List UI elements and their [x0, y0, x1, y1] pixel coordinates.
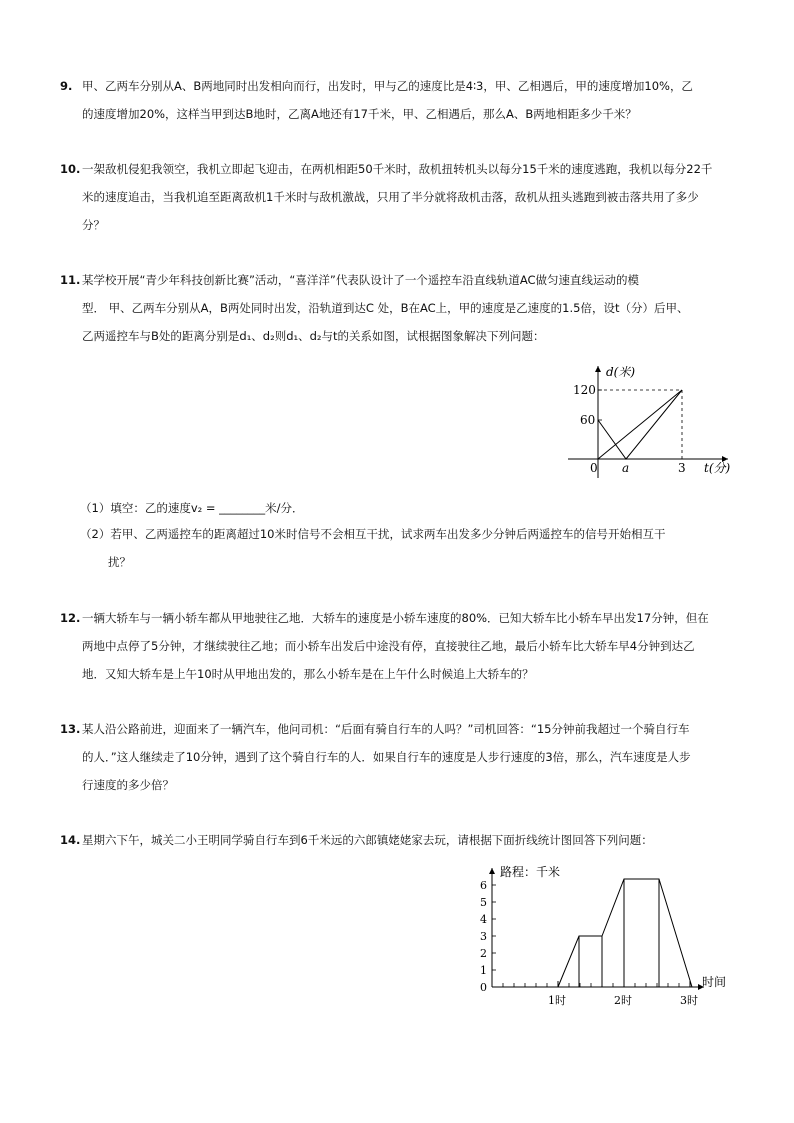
- problem-11-sub-1: [80, 494, 740, 522]
- problem-text: 地．又知大轿车是上午10时从甲地出发的，那么小轿车是在上午什么时候追上大轿车的？: [82, 667, 534, 681]
- problem-number: 11.: [60, 273, 81, 287]
- problem-text: 型． 甲、乙两车分别从A，B两处同时出发，沿轨道到达C 处，B在AC上，甲的速度是乙速度的1.5倍，设t（分）后甲、: [82, 301, 689, 315]
- y-tick-3: 3: [480, 930, 487, 943]
- y-tick-1: 1: [480, 964, 487, 977]
- x-tick-label-3h: 3时: [680, 994, 698, 1007]
- distance-time-graph: [560, 360, 740, 480]
- problem-number: 12.: [60, 611, 81, 625]
- problem-9: [60, 72, 740, 128]
- problem-text: 某学校开展“青少年科技创新比赛”活动，“喜洋洋”代表队设计了一个遥控车沿直线轨道AC做匀速直线运动的模: [82, 273, 640, 287]
- problem-13: [60, 715, 740, 799]
- problem-text: 分？: [82, 218, 105, 232]
- problem-text: 星期六下午，城关二小王明同学骑自行车到6千米远的六郎镇姥姥家去玩，请根据下面折线统计图回答下列问题：: [82, 833, 653, 847]
- problem-10: [60, 155, 740, 239]
- y-tick-5: 5: [480, 896, 487, 909]
- problem-number: 13.: [60, 722, 81, 736]
- x-tick-0: 0: [590, 461, 598, 475]
- sub-text: （2）若甲、乙两遥控车的距离超过10米时信号不会相互干扰，试求两车出发多少分钟后两遥控车的信号开始相互干: [80, 527, 666, 541]
- x-label: 时间: [702, 975, 727, 989]
- problem-text: 米的速度追击，当我机追至距离敌机1千米时与敌机激战，只用了半分就将敌机击落，敌机从扭头逃跑到被击落共用了多少: [82, 190, 699, 204]
- problem-text: 行速度的多少倍？: [82, 778, 174, 792]
- x-label: t(分): [704, 461, 731, 475]
- y-tick-0: 0: [480, 981, 487, 994]
- x-tick-label-1h: 1时: [548, 994, 566, 1007]
- route-line-chart: [470, 858, 740, 1013]
- problem-11-sub-2: [80, 520, 740, 576]
- x-minor-ticks: [503, 983, 690, 987]
- y-label: 路程：千米: [500, 865, 561, 879]
- problem-text: 两地中点停了5分钟，才继续驶往乙地；而小轿车出发后中途没有停，直接驶往乙地，最后小轿车比大轿车早4分钟到达乙: [82, 639, 695, 653]
- y-tick-60: 60: [580, 413, 596, 427]
- problem-11: [60, 266, 740, 350]
- route-line: [558, 879, 692, 987]
- problem-text: 乙两遥控车与B处的距离分别是d₁、d₂则d₁、d₂与t的关系如图，试根据图象解决下列问题：: [82, 329, 545, 343]
- problem-text: 一架敌机侵犯我领空，我机立即起飞迎击，在两机相距50千米时，敌机扭转机头以每分15千米的速度逃跑，我机以每分22千: [82, 162, 713, 176]
- y-tick-120: 120: [573, 383, 596, 397]
- y-label: d(米): [606, 365, 636, 379]
- problem-14: [60, 826, 740, 854]
- x-tick-label-2h: 2时: [614, 994, 632, 1007]
- problem-number: 14.: [60, 833, 81, 847]
- problem-number: 9.: [60, 79, 73, 93]
- y-tick-2: 2: [480, 947, 487, 960]
- problem-text: 甲、乙两车分别从A、B两地同时出发相向而行，出发时，甲与乙的速度比是4∶3，甲、乙相遇后，甲的速度增加10%，乙: [82, 79, 693, 93]
- line-d2: [598, 390, 682, 459]
- problem-text: 的速度增加20%，这样当甲到达B地时，乙离A地还有17千米，甲、乙相遇后，那么A、B两地相距多少千米？: [82, 107, 637, 121]
- y-tick-4: 4: [480, 913, 487, 926]
- problem-number: 10.: [60, 162, 81, 176]
- problem-12: [60, 604, 740, 688]
- problem-text: 某人沿公路前进，迎面来了一辆汽车，他问司机：“后面有骑自行车的人吗？”司机回答：“15分钟前我超过一个骑自行车: [82, 722, 690, 736]
- problem-text: 一辆大轿车与一辆小轿车都从甲地驶往乙地．大轿车的速度是小轿车速度的80%．已知大轿车比小轿车早出发17分钟，但在: [82, 611, 709, 625]
- sub-text: 扰？: [108, 555, 131, 569]
- x-tick-3: 3: [678, 461, 686, 475]
- y-tick-6: 6: [480, 879, 487, 892]
- sub-text: （1）填空：乙的速度v₂ = ________米/分．: [80, 501, 304, 515]
- x-tick-a: a: [622, 461, 630, 475]
- problem-text: 的人．”这人继续走了10分钟，遇到了这个骑自行车的人．如果自行车的速度是人步行速度的3倍，那么，汽车速度是人步: [82, 750, 691, 764]
